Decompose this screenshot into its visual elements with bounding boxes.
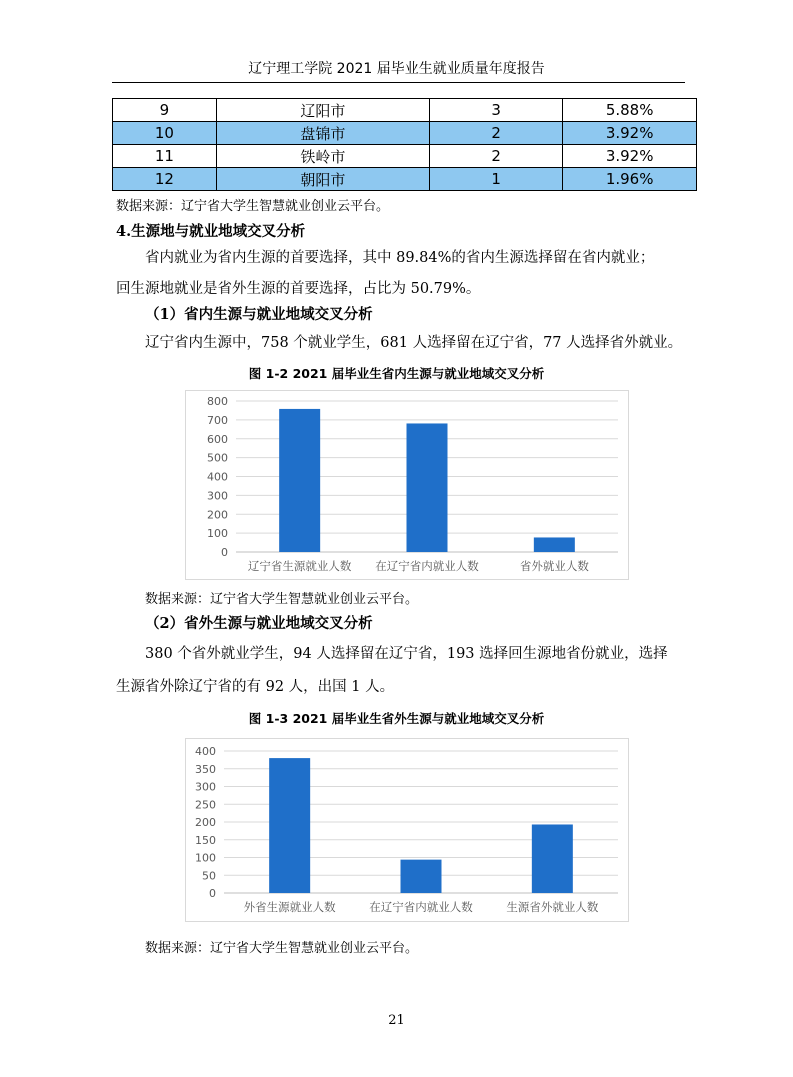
city-cell: 辽阳市 bbox=[216, 99, 429, 122]
y-tick-label: 300 bbox=[207, 489, 228, 503]
table-row bbox=[113, 122, 697, 145]
table-row bbox=[113, 168, 697, 191]
rank-cell: 11 bbox=[113, 145, 217, 168]
city-cell: 铁岭市 bbox=[216, 145, 429, 168]
section-paragraph-cont: 回生源地就业是省外生源的首要选择，占比为 50.79%。 bbox=[116, 281, 481, 297]
x-category-label: 在辽宁省内就业人数 bbox=[369, 900, 473, 914]
figure-source-note: 数据来源：辽宁省大学生智慧就业创业云平台。 bbox=[145, 592, 419, 607]
figure-source-note: 数据来源：辽宁省大学生智慧就业创业云平台。 bbox=[145, 941, 419, 956]
city-cell: 盘锦市 bbox=[216, 122, 429, 145]
bar-chart-svg bbox=[186, 739, 628, 921]
figure-title: 图 1-3 2021 届毕业生省外生源与就业地域交叉分析 bbox=[248, 711, 545, 726]
header-rule bbox=[112, 82, 685, 83]
page-number: 21 bbox=[388, 1013, 405, 1028]
subsection-heading: （1）省内生源与就业地域交叉分析 bbox=[145, 306, 373, 323]
subsection-paragraph-cont: 生源省外除辽宁省的有 92 人，出国 1 人。 bbox=[116, 679, 395, 695]
table-source-note: 数据来源：辽宁省大学生智慧就业创业云平台。 bbox=[116, 199, 390, 214]
bar bbox=[532, 824, 573, 893]
bar bbox=[279, 409, 320, 552]
percent-cell: 1.96% bbox=[563, 168, 697, 191]
bar bbox=[534, 537, 575, 552]
city-cell: 朝阳市 bbox=[216, 168, 429, 191]
y-tick-label: 0 bbox=[221, 546, 228, 559]
table-row bbox=[113, 99, 697, 122]
y-tick-label: 100 bbox=[207, 527, 228, 541]
rank-cell: 10 bbox=[113, 122, 217, 145]
subsection-paragraph: 380 个省外就业学生，94 人选择留在辽宁省，193 选择回生源地省份就业，选择 bbox=[145, 646, 668, 662]
city-ranking-table bbox=[112, 98, 697, 191]
y-tick-label: 300 bbox=[195, 780, 216, 794]
figure-title: 图 1-2 2021 届毕业生省内生源与就业地域交叉分析 bbox=[248, 366, 545, 381]
y-tick-label: 400 bbox=[207, 470, 228, 484]
y-tick-label: 0 bbox=[209, 887, 216, 900]
y-tick-label: 350 bbox=[195, 762, 216, 776]
x-category-label: 省外就业人数 bbox=[519, 559, 589, 573]
subsection-paragraph: 辽宁省内生源中，758 个就业学生，681 人选择留在辽宁省，77 人选择省外就业。 bbox=[145, 335, 683, 351]
x-category-label: 在辽宁省内就业人数 bbox=[375, 559, 479, 573]
section-paragraph: 省内就业为省内生源的首要选择，其中 89.84%的省内生源选择留在省内就业； bbox=[145, 250, 655, 266]
count-cell: 2 bbox=[430, 122, 563, 145]
y-tick-label: 150 bbox=[195, 833, 216, 847]
y-tick-label: 50 bbox=[202, 869, 216, 883]
percent-cell: 3.92% bbox=[563, 122, 697, 145]
x-category-label: 生源省外就业人数 bbox=[506, 900, 599, 914]
section-heading: 4.生源地与就业地域交叉分析 bbox=[116, 223, 306, 240]
rank-cell: 9 bbox=[113, 99, 217, 122]
count-cell: 3 bbox=[430, 99, 563, 122]
bar bbox=[269, 758, 310, 893]
bar bbox=[401, 860, 442, 893]
chart-outprovince bbox=[185, 738, 629, 922]
page-header: 辽宁理工学院 2021 届毕业生就业质量年度报告 bbox=[248, 61, 545, 77]
rank-cell: 12 bbox=[113, 168, 217, 191]
count-cell: 1 bbox=[430, 168, 563, 191]
bar-chart-svg bbox=[186, 391, 628, 579]
y-tick-label: 600 bbox=[207, 432, 228, 446]
subsection-heading: （2）省外生源与就业地域交叉分析 bbox=[145, 615, 373, 632]
y-tick-label: 200 bbox=[207, 508, 228, 522]
y-tick-label: 100 bbox=[195, 851, 216, 865]
bar bbox=[407, 423, 448, 552]
y-tick-label: 400 bbox=[195, 745, 216, 758]
y-tick-label: 200 bbox=[195, 816, 216, 829]
x-category-label: 外省生源就业人数 bbox=[243, 900, 336, 914]
x-category-label: 辽宁省生源就业人数 bbox=[247, 559, 352, 573]
chart-inprovince bbox=[185, 390, 629, 580]
percent-cell: 3.92% bbox=[563, 145, 697, 168]
y-tick-label: 500 bbox=[207, 451, 228, 465]
table-row bbox=[113, 145, 697, 168]
y-tick-label: 700 bbox=[207, 413, 228, 427]
y-tick-label: 250 bbox=[195, 798, 216, 812]
count-cell: 2 bbox=[430, 145, 563, 168]
percent-cell: 5.88% bbox=[563, 99, 697, 122]
y-tick-label: 800 bbox=[207, 395, 228, 408]
